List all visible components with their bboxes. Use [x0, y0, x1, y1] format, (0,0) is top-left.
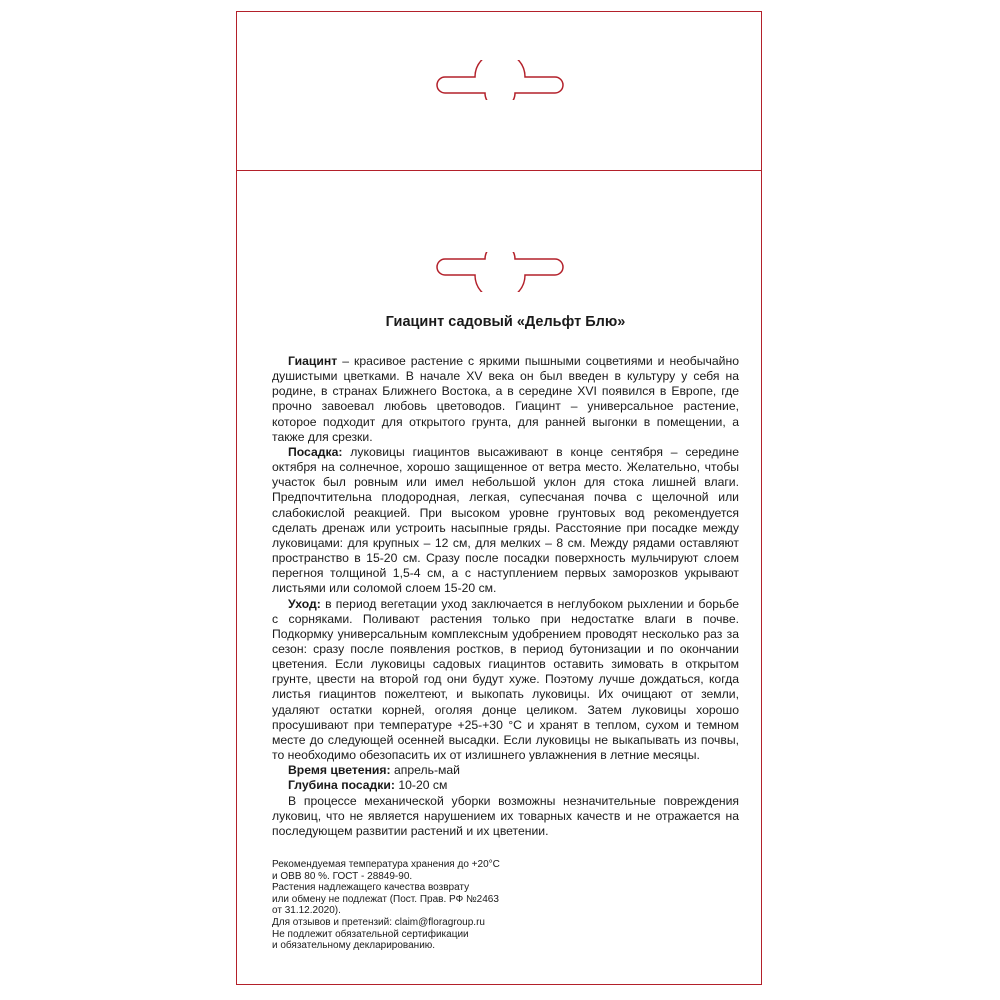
- footer-notes: [272, 859, 739, 952]
- bloom-time: [272, 763, 739, 778]
- intro-paragraph: [272, 354, 739, 445]
- fold-line: [237, 170, 761, 171]
- planting-paragraph: [272, 445, 739, 597]
- bloom-term: Время цветения:: [288, 763, 391, 778]
- planting-text: луковицы гиацинтов высаживают в конце сентября – середине октября на солнечное, хорошо защищенное от ветра место. Желательно, чтобы участок был ровным или имел небольшой уклон для стока лишней влаги. Предпочтительна плодородная, легкая, супесчаная почва с щелочной или слабокислой реакцией. При высоком уровне грунтовых вод рекомендуется сделать дренаж или устроить насыпные гряды. Расстояние при посадке между луковицами: для крупных – 12 см, для мелких – 8 см. Между рядами оставляют пространство в 15-20 см. Сразу после посадки поверхность мульчируют слоем перегноя толщиной 1,5-4 см, а с наступлением первых заморозков укрывают листьями или соломой слоем 15-20 см.: [272, 444, 739, 596]
- intro-text: – красивое растение с яркими пышными соцветиями и необычайно душистыми цветками. В начале XV века он был введен в культуру у себя на родине, в странах Ближнего Востока, а в середине XVI появился в Европе, где прочно завоевал любовь цветоводов. Гиацинт – универсальное растение, которое подходит для открытого грунта, для ранней выгонки в помещении, а также для срезки.: [272, 354, 739, 444]
- depth-term: Глубина посадки:: [288, 778, 395, 793]
- footer-line: или обмену не подлежат (Пост. Прав. РФ №2463: [272, 893, 499, 905]
- footer-line: Для отзывов и претензий: claim@floragroup.ru: [272, 916, 485, 928]
- planting-depth: [272, 778, 739, 793]
- bloom-value: апрель-май: [390, 763, 460, 778]
- footer-line: Растения надлежащего качества возврату: [272, 882, 470, 894]
- description: [272, 354, 739, 839]
- intro-term: Гиацинт: [288, 354, 338, 368]
- product-title: Гиацинт садовый «Дельфт Блю»: [385, 314, 626, 330]
- footer-line: Не подлежит обязательной сертификации: [272, 928, 469, 940]
- care-text: в период вегетации уход заключается в неглубоком рыхлении и борьбе с сорняками. Поливают растения только при недостатке влаги в почве. Подкормку универсальным комплексным удобрением проводят несколько раз за сезон: сразу после появления ростков, в период бутонизации и по окончании цветения. Если луковицы садовых гиацинтов оставить зимовать в открытом грунте, цвести на второй год они будут хуже. Поэтому лучше дождаться, когда листья гиацинтов пожелтеют, и выкопать луковицы. Их очищают от земли, удаляют остатки корней, оголяя донце целиком. Затем луковицы хорошо просушивают при температуре +25-+30 °C и хранят в теплом, сухом и темном месте до следующей осенней высадки. Если луковицы не выкапывать из почвы, то необходимо обезопасить их от излишнего увлажнения в летние месяцы.: [272, 596, 739, 763]
- hang-hole-top: [435, 60, 565, 100]
- package-outline: [236, 11, 762, 985]
- care-paragraph: [272, 597, 739, 764]
- damage-note: В процессе механической уборки возможны незначительные повреждения луковиц, что не является нарушением их товарных качеств и не отражается на последующем развитии растений и их цветении.: [272, 793, 739, 838]
- footer-line: от 31.12.2020).: [272, 905, 341, 917]
- care-term: Уход:: [288, 596, 321, 611]
- planting-term: Посадка:: [288, 444, 343, 459]
- footer-line: Рекомендуемая температура хранения до +20°C: [272, 859, 500, 870]
- hang-hole: [435, 252, 565, 292]
- label-content: [272, 314, 739, 952]
- depth-value: 10-20 см: [394, 778, 448, 793]
- footer-line: и ОВВ 80 %. ГОСТ - 28849-90.: [272, 870, 413, 882]
- footer-line: и обязательному декларированию.: [272, 940, 436, 952]
